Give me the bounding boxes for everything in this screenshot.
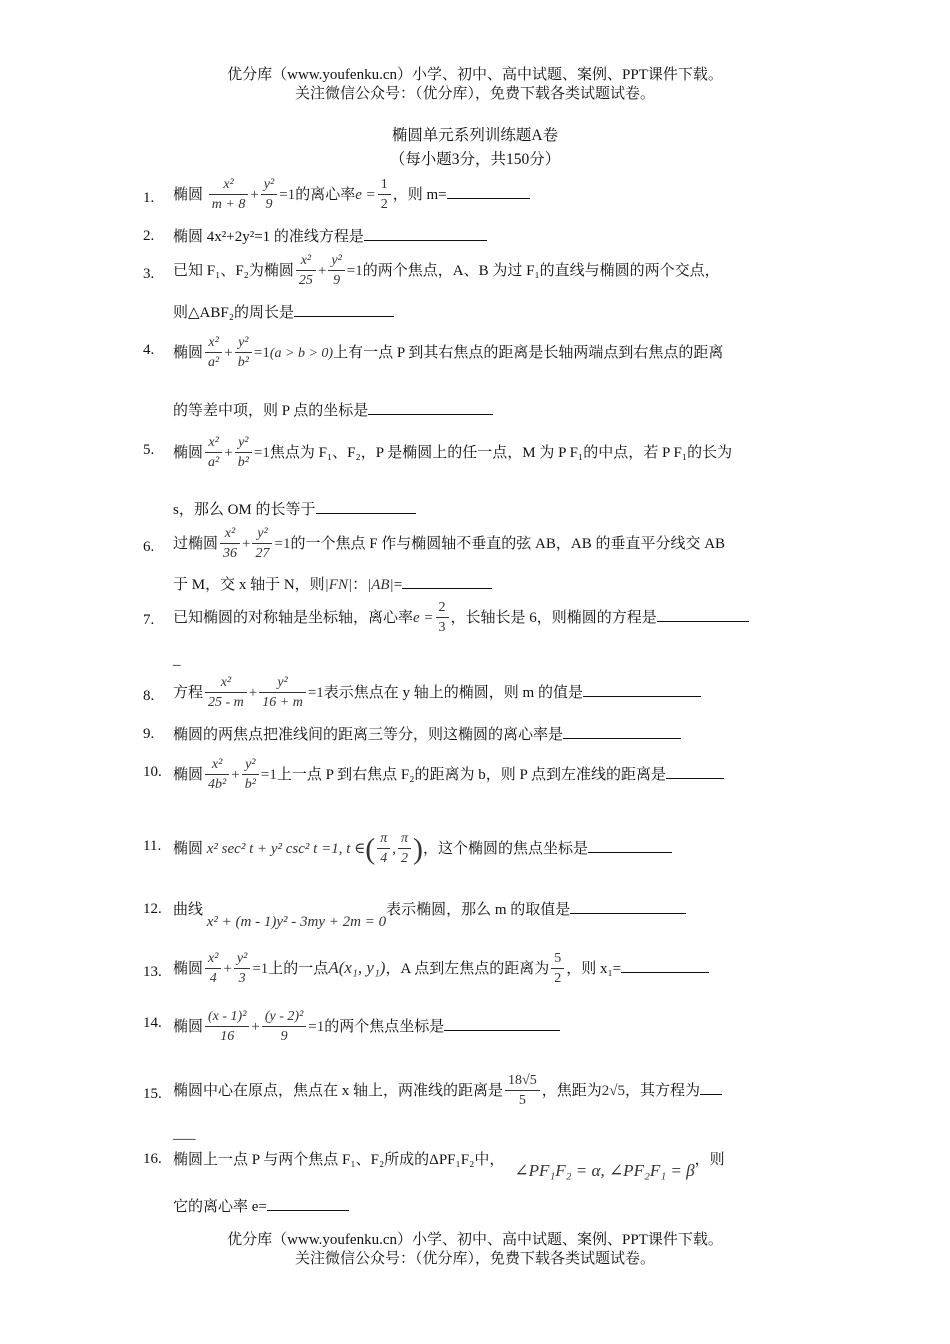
answer-blank[interactable] xyxy=(316,499,416,514)
question-number: 4. xyxy=(143,342,155,358)
page-subtitle: （每小题3分，共150分） xyxy=(389,151,561,168)
question-6: 过椭圆 $\frac{\text{x²}}{36}$ + $\frac{\text{y²}}{27}$ =1的一个焦点 F 作与椭圆轴不垂直的弦 AB，AB 的垂直平分线交 AB xyxy=(173,525,725,564)
question-4: 椭圆 $\frac{\text{x²}}{\text{a²}}$ + $\frac{\text{y²}}{\text{b²}}$ =1(a > b > 0)上有一点 P 到其右焦点的距离是长轴两端点到右焦点的距离 xyxy=(173,334,723,373)
question-number: 7. xyxy=(143,612,155,628)
question-14: 椭圆 $\frac{\text{(x - 1)²}}{16}$ + $\frac{\text{(y - 2)²}}{9}$ =1的两个焦点坐标是 xyxy=(173,1008,560,1047)
footer-line-1: 优分库（www.youfenku.cn）小学、初中、高中试题、案例、PPT课件下载。 xyxy=(227,1232,723,1248)
question-3: 已知 F₁、F₂为椭圆 $\frac{\text{x²}}{25}$ + $\frac{\text{y²}}{9}$ =1的两个焦点，A、B 为过 F₁的直线与椭圆的两个交点， xyxy=(173,252,720,291)
question-number: 10. xyxy=(143,764,162,780)
question-8: 方程 $\frac{\text{x²}}{25 - m}$ + $\frac{\text{y²}}{16 + m}$ =1表示焦点在 y 轴上的椭圆，则 m 的值是 xyxy=(173,674,701,713)
answer-blank[interactable] xyxy=(444,1016,560,1031)
answer-blank[interactable] xyxy=(588,838,672,853)
question-12: 曲线 x² + (m - 1)y² - 3my + 2m = 0表示椭圆，那么 m 的取值是 xyxy=(173,899,686,920)
answer-blank[interactable] xyxy=(402,574,492,589)
question-number: 14. xyxy=(143,1015,162,1031)
question-6-line-2: 于 M，交 x 轴于 N，则|FN|：|AB|= xyxy=(173,574,492,595)
question-number: 8. xyxy=(143,688,155,704)
answer-blank[interactable] xyxy=(447,184,530,199)
question-9: 椭圆的两焦点把准线间的距离三等分，则这椭圆的离心率是 xyxy=(173,724,681,745)
answer-blank[interactable] xyxy=(294,302,394,317)
question-5-line-2: s，那么 OM 的长等于 xyxy=(173,499,416,520)
answer-blank[interactable] xyxy=(700,1080,722,1095)
question-number: 5. xyxy=(143,442,155,458)
question-5: 椭圆 $\frac{\text{x²}}{\text{a²}}$ + $\frac{\text{y²}}{\text{b²}}$ =1焦点为 F₁、F₂，P 是椭圆上的任一点，M 为 P F₁的中点，若 P F₁的长为 xyxy=(173,434,732,473)
question-number: 13. xyxy=(143,964,162,980)
answer-blank[interactable] xyxy=(267,1196,349,1211)
answer-blank[interactable] xyxy=(368,400,493,415)
question-3-line-2: 则△ABF₂的周长是 xyxy=(173,302,394,323)
page-title: 椭圆单元系列训练题A卷 xyxy=(391,127,559,144)
question-number: 2. xyxy=(143,228,155,244)
answer-blank[interactable] xyxy=(621,958,709,973)
question-1: 椭圆 $\frac{\text{x²}}{m + 8}$ + $\frac{\text{y²}}{9}$ =1的离心率e = $\frac{1}{2}$ ，则 m= xyxy=(173,176,530,215)
question-10: 椭圆 $\frac{\text{x²}}{\text{4b²}}$ + $\frac{\text{y²}}{\text{b²}}$ =1上一点 P 到右焦点 F₂的距离为 b，则 P 点到左准线的距离是 xyxy=(173,756,724,795)
header-line-2: 关注微信公众号：（优分库），免费下载各类试题试卷。 xyxy=(294,86,655,102)
answer-blank[interactable] xyxy=(666,764,724,779)
question-7-tail: _ xyxy=(173,652,181,668)
answer-blank[interactable] xyxy=(657,607,749,622)
question-2: 椭圆 4x²+2y²=1 的准线方程是 xyxy=(173,226,487,247)
question-number: 12. xyxy=(143,901,162,917)
answer-blank[interactable] xyxy=(570,899,686,914)
question-7: 已知椭圆的对称轴是坐标轴，离心率e = $\frac{2}{3}$ ，长轴长是 6，则椭圆的方程是 xyxy=(173,599,749,638)
question-number: 6. xyxy=(143,539,155,555)
question-number: 11. xyxy=(143,838,162,854)
answer-blank[interactable] xyxy=(563,724,681,739)
question-11: 椭圆 x² sec² t + y² csc² t =1, t ∈( $\frac{\pi}{4}$ , $\frac{\pi}{2}$ )，这个椭圆的焦点坐标是 xyxy=(173,830,672,869)
footer-line-2: 关注微信公众号：（优分库），免费下载各类试题试卷。 xyxy=(294,1251,655,1267)
question-15-tail: ___ xyxy=(173,1126,196,1142)
question-number: 15. xyxy=(143,1086,162,1102)
question-13: 椭圆 $\frac{\text{x²}}{4}$ + $\frac{\text{y²}}{3}$ =1上的一点A(x₁, y₁)，A 点到左焦点的距离为 $\frac{5}{2}$ ，则 x₁= xyxy=(173,950,709,989)
question-16-line-2: 它的离心率 e= xyxy=(173,1196,349,1217)
answer-blank[interactable] xyxy=(583,682,701,697)
question-15: 椭圆中心在原点，焦点在 x 轴上，两准线的距离是 $\frac{18√5}{5}$ ，焦距为2√5，其方程为 xyxy=(173,1072,722,1111)
question-number: 1. xyxy=(143,190,155,206)
question-4-line-2: 的等差中项，则 P 点的坐标是 xyxy=(173,400,493,421)
header-line-1: 优分库（www.youfenku.cn）小学、初中、高中试题、案例、PPT课件下载。 xyxy=(227,67,723,83)
question-number: 9. xyxy=(143,726,155,742)
question-number: 16. xyxy=(143,1151,162,1167)
question-16: 椭圆上一点 P 与两个焦点 F₁、F₂所成的ΔPF₁F₂中，∠PF₁F₂ = α, ∠PF₂F₁ = β，则 xyxy=(173,1152,725,1180)
question-number: 3. xyxy=(143,266,155,282)
answer-blank[interactable] xyxy=(364,226,487,241)
